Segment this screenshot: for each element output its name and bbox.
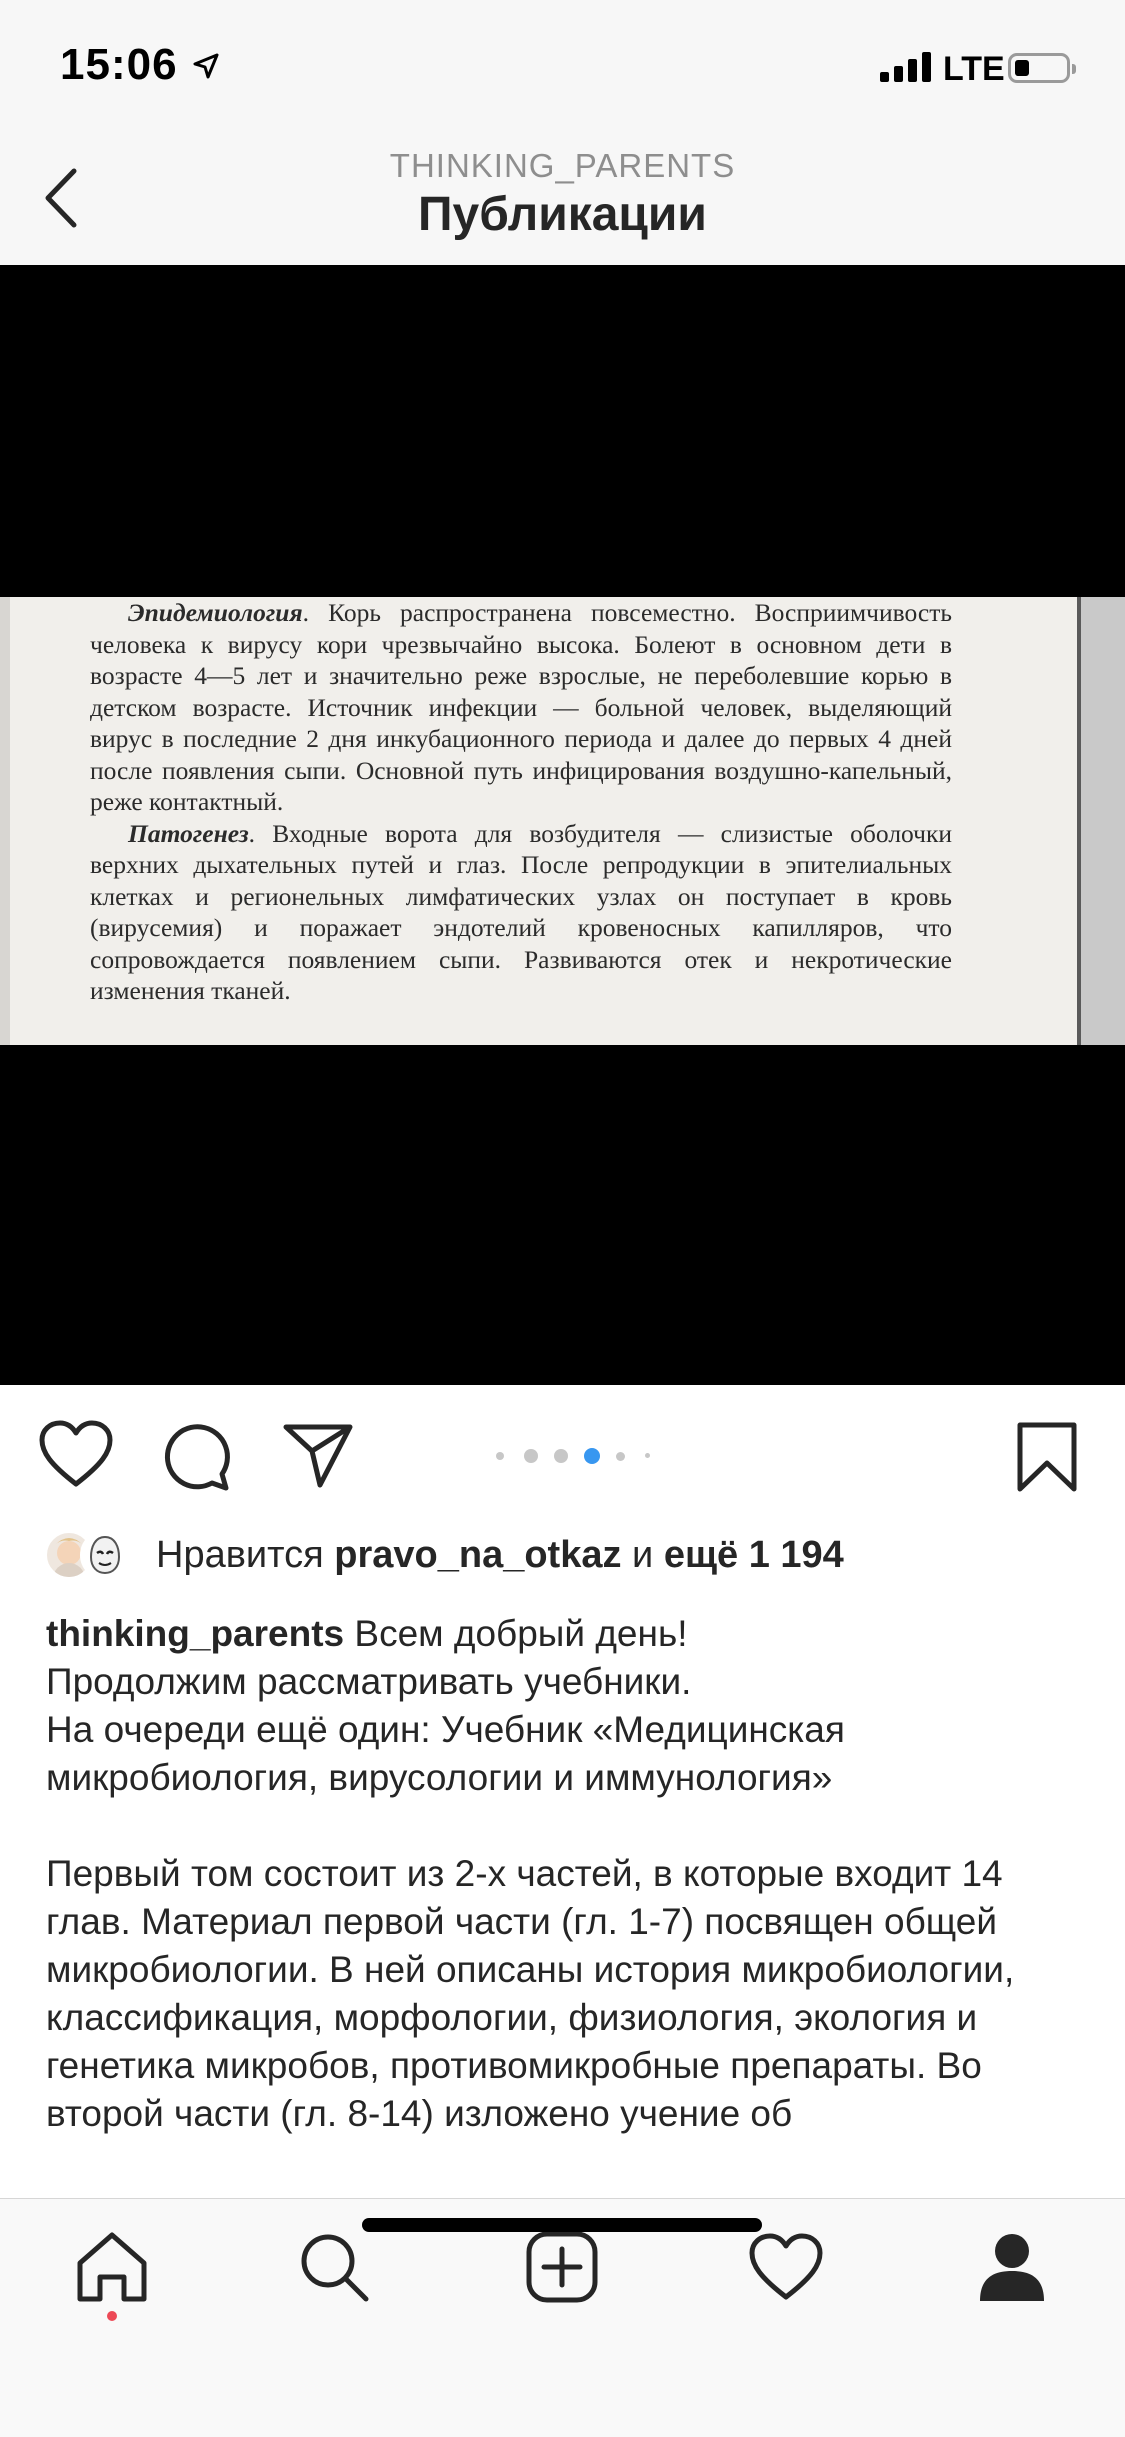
carousel-dot [524, 1449, 538, 1463]
liker-username[interactable]: pravo_na_otkaz [334, 1534, 622, 1576]
signal-bars-icon [880, 52, 934, 82]
carousel-dot [616, 1452, 625, 1461]
battery-icon [1008, 53, 1070, 83]
caption-username[interactable]: thinking_parents [46, 1613, 345, 1654]
book-paragraph-epidemiology: Эпидемиология. Корь распространена повсеместно. Восприимчивость человека к вирусу кори чрезвычайно высока. Болеют в основном дети в возрасте 4—5 лет и значительно реже взрослые, не переболевшие корью в детском возрасте. Источник инфекции — больной человек, выделяющий вирус в последние 2 дня инкубационного периода и далее до первых 4 дней после появления сыпи. Основной путь инфицирования воздушно-капельный, реже контактный. [90, 598, 952, 816]
carousel-dot [645, 1453, 650, 1458]
new-post-icon[interactable] [524, 2229, 600, 2305]
share-icon[interactable] [282, 1421, 354, 1489]
navigation-bar [0, 135, 1125, 266]
likes-row[interactable] [44, 1530, 1084, 1590]
account-name[interactable]: THINKING_PARENTS [389, 147, 736, 184]
likes-text: Нравится pravo_na_otkaz и ещё 1 194 [156, 1534, 844, 1576]
caption-line: Всем добрый день! [344, 1613, 688, 1654]
home-icon[interactable] [74, 2229, 150, 2305]
carousel-dot [554, 1449, 568, 1463]
notification-dot [107, 2311, 117, 2321]
comment-icon[interactable] [160, 1420, 232, 1492]
tab-bar [0, 2198, 1125, 2437]
book-page-scan [0, 597, 1125, 1045]
post-image[interactable] [0, 265, 1125, 1385]
caption-line: На очереди ещё один: Учебник «Медицинская микробиология, вирусологии и иммунология» [46, 1709, 845, 1798]
book-paragraph-pathogenesis: Патогенез. Входные ворота для возбудителя — слизистые оболочки верхних дыхательных путей и глаз. После репродукции в эпителиальных клетках и регионельных лимфатических узлах он поступает в кровь (вирусемия) и поражает эндотелий кровеносных капилляров, что сопровождается появлением сыпи. Развиваются отек и некротические изменения тканей. [90, 818, 952, 1005]
carousel-dot [496, 1452, 504, 1460]
status-bar [0, 0, 1125, 135]
status-time: 15:06 [60, 40, 178, 89]
activity-heart-icon[interactable] [748, 2229, 824, 2305]
bookmark-icon[interactable] [1016, 1421, 1078, 1493]
profile-icon[interactable] [974, 2229, 1050, 2305]
page-title: Публикации [418, 188, 707, 241]
caption-line: Продолжим рассматривать учебники. [46, 1661, 692, 1702]
network-type: LTE [943, 50, 1005, 88]
carousel-dot-active [584, 1448, 600, 1464]
caption-paragraph: Первый том состоит из 2-х частей, в которые входит 14 глав. Материал первой части (гл. 1-7) посвящен общей микробиологии. В ней описаны история микробиологии, классификация, морфологии, физиология, экология и генетика микробов, противомикробные препараты. Во второй части (гл. 8-14) изложено учение об [46, 1853, 1015, 2134]
post-caption [46, 1610, 1086, 2138]
likes-count[interactable]: ещё 1 194 [663, 1534, 844, 1576]
heart-icon[interactable] [38, 1420, 114, 1490]
avatar [80, 1530, 130, 1580]
search-icon[interactable] [296, 2229, 372, 2305]
location-arrow-icon [192, 52, 220, 80]
home-indicator[interactable] [362, 2218, 762, 2232]
book-text [90, 597, 952, 1007]
